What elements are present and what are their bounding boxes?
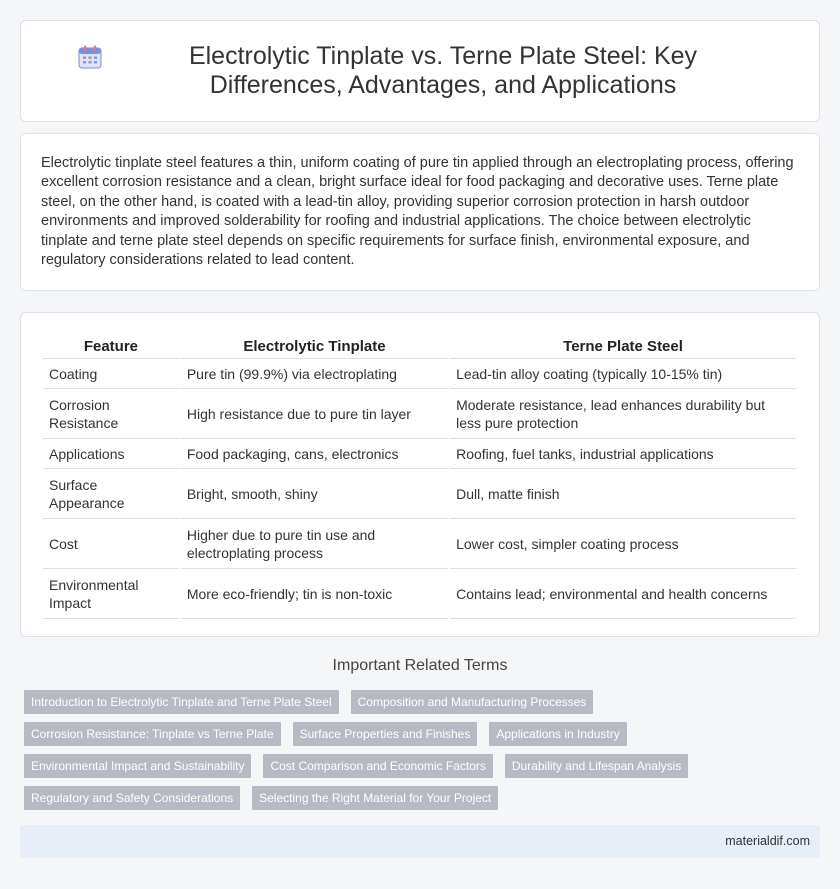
comparison-table [41,333,798,619]
table-header-row [43,333,796,359]
terne-cell: Contains lead; environmental and health concerns [450,569,796,619]
related-term-link[interactable]: Environmental Impact and Sustainability [24,754,251,778]
calendar-grid-icon [77,44,103,70]
terne-cell: Roofing, fuel tanks, industrial applications [450,439,796,469]
related-term-link[interactable]: Cost Comparison and Economic Factors [263,754,492,778]
table-row [43,569,796,619]
related-term-link[interactable]: Introduction to Electrolytic Tinplate and Terne Plate Steel [24,690,339,714]
feature-cell: Environmental Impact [43,569,179,619]
tinplate-cell: More eco-friendly; tin is non-toxic [181,569,448,619]
related-term-link[interactable]: Regulatory and Safety Considerations [24,786,240,810]
terne-cell: Dull, matte finish [450,469,796,519]
feature-cell: Coating [43,359,179,389]
page-title: Electrolytic Tinplate vs. Terne Plate Steel: Key Differences, Advantages, and Applications [188,42,698,99]
feature-cell: Surface Appearance [43,469,179,519]
table-row [43,439,796,469]
feature-cell: Corrosion Resistance [43,389,179,439]
table-row [43,359,796,389]
related-terms-list [20,690,820,818]
related-term-link[interactable]: Surface Properties and Finishes [293,722,478,746]
related-terms-heading: Important Related Terms [332,657,508,674]
footer-site-link[interactable]: materialdif.com [725,834,810,848]
related-term-link[interactable]: Composition and Manufacturing Processes [351,690,594,714]
comparison-table-card [20,312,820,637]
table-row [43,519,796,569]
tinplate-cell: Higher due to pure tin use and electroplating process [181,519,448,569]
tinplate-cell: Bright, smooth, shiny [181,469,448,519]
table-row [43,469,796,519]
related-term-link[interactable]: Applications in Industry [489,722,626,746]
terne-cell: Lower cost, simpler coating process [450,519,796,569]
feature-cell: Applications [43,439,179,469]
header-card [20,20,820,122]
related-term-link[interactable]: Selecting the Right Material for Your Project [252,786,498,810]
terne-cell: Lead-tin alloy coating (typically 10-15% tin) [450,359,796,389]
header-electrolytic-tinplate: Electrolytic Tinplate [181,333,448,359]
terne-cell: Moderate resistance, lead enhances durability but less pure protection [450,389,796,439]
tinplate-cell: Pure tin (99.9%) via electroplating [181,359,448,389]
tinplate-cell: Food packaging, cans, electronics [181,439,448,469]
header-feature: Feature [43,333,179,359]
intro-card [20,133,820,291]
related-term-link[interactable]: Durability and Lifespan Analysis [505,754,688,778]
table-row [43,389,796,439]
intro-paragraph: Electrolytic tinplate steel features a thin, uniform coating of pure tin applied through an electroplating process, offering excellent corrosion resistance and a clean, bright surface ideal for food packaging and decorative uses. Terne plate steel, on the other hand, is coated with a lead-tin alloy, providing superior corrosion protection in harsh outdoor environments and improved solderability for roofing and industrial applications. The choice between electrolytic tinplate and terne plate steel depends on specific requirements for surface finish, environmental exposure, and regulatory considerations related to lead content. [41,155,794,269]
header-terne-plate-steel: Terne Plate Steel [450,333,796,359]
tinplate-cell: High resistance due to pure tin layer [181,389,448,439]
footer [20,825,820,858]
feature-cell: Cost [43,519,179,569]
related-term-link[interactable]: Corrosion Resistance: Tinplate vs Terne Plate [24,722,281,746]
